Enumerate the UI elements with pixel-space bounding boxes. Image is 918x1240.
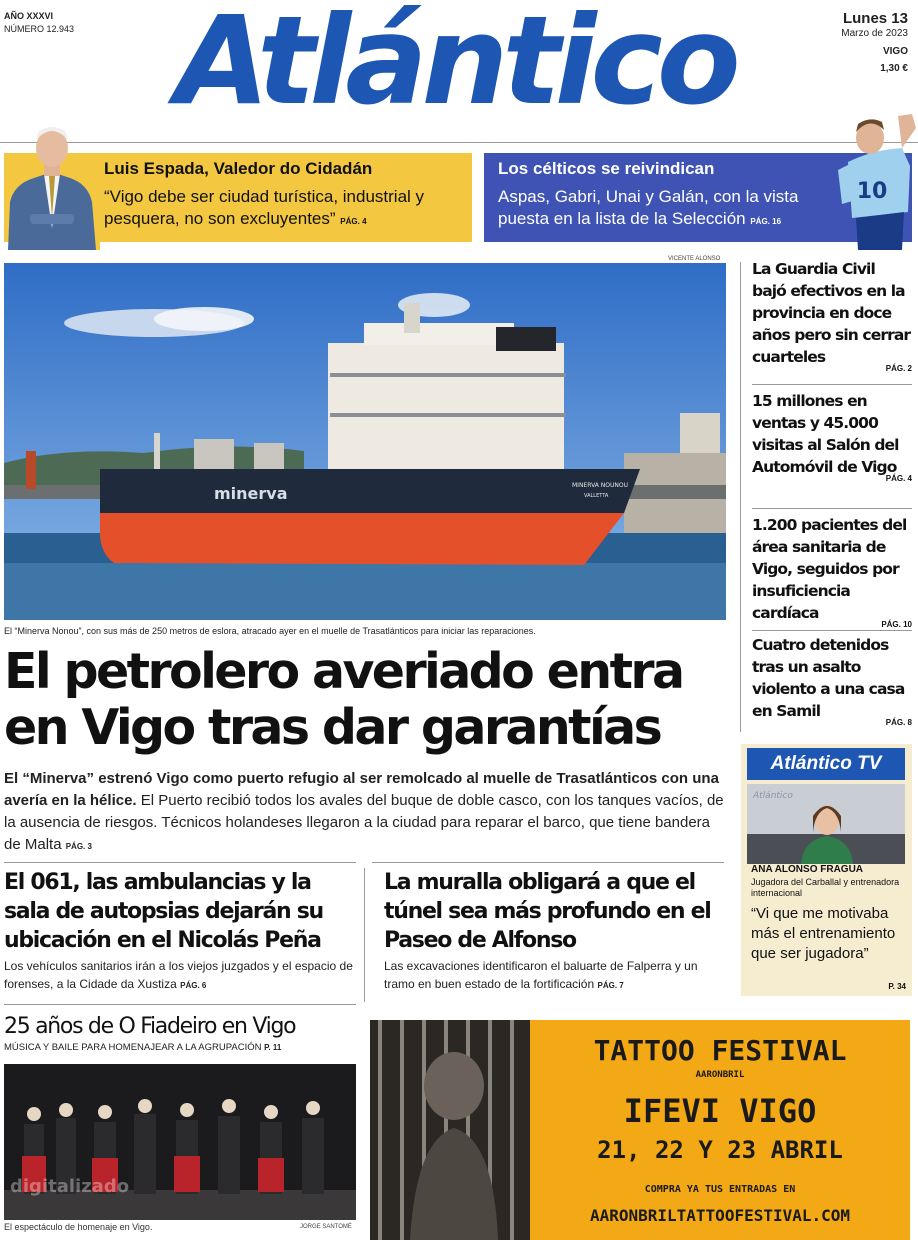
fiadeiro-caption: El espectáculo de homenaje en Vigo.: [4, 1222, 153, 1232]
story-page: PÁG. 6: [180, 981, 207, 990]
story-page: PÁG. 7: [597, 981, 624, 990]
celta-player-photo: [828, 108, 918, 250]
interviewee-name: ANA ALONSO FRAGUA: [751, 864, 864, 875]
main-photo-credit: VICENTE ALONSO: [668, 256, 721, 262]
ana-alonso-photo: [747, 784, 905, 864]
story-title: El 061, las ambulancias y la sala de autopsias dejarán su ubicación en el Nicolás Peña: [4, 870, 323, 953]
date-info: [841, 10, 908, 74]
atlantico-tv-banner: Atlántico TV: [747, 748, 905, 780]
teaser-valedor-page: PÁG. 4: [340, 217, 367, 226]
atlantico-tv-box[interactable]: [741, 744, 912, 996]
brief-page: PÁG. 8: [885, 718, 912, 727]
main-photo: [4, 263, 726, 620]
backdrop-logo-text: Atlántico: [753, 791, 793, 801]
story-divider: [4, 862, 356, 863]
brief-separator: [752, 630, 912, 631]
brief-title: 1.200 pacientes del área sanitaria de Vigo, seguidos por insuficiencia cardíaca: [752, 516, 907, 622]
issue-date: Marzo de 2023: [841, 28, 908, 39]
brief-page: PÁG. 10: [881, 620, 912, 629]
main-lead-text: El Puerto recibió todos los avales del buque de doble casco, con los tanques vacíos, de la ausencia de riesgos. Técnicos holandeses llegaron a la ciudad para reparar el barco, que tiene bandera de Malta: [4, 792, 724, 853]
brief-pacientes[interactable]: [752, 514, 912, 629]
brief-page: PÁG. 2: [885, 364, 912, 373]
ship-port-text: VALLETTA: [584, 493, 609, 499]
masthead-divider: [0, 142, 918, 143]
fiadeiro-photo: [4, 1064, 356, 1220]
brief-separator: [752, 508, 912, 509]
teaser-valedor-quote: “Vigo debe ser ciudad turística, industrial y pesquera, no son excluyentes”: [104, 187, 425, 228]
brief-salon-automovil[interactable]: [752, 390, 912, 483]
teaser-valedor-text: [104, 186, 466, 233]
ad-cta: COMPRA YA TUS ENTRADAS EN: [644, 1184, 796, 1195]
teaser-celtic-text: [498, 186, 838, 233]
brief-title: 15 millones en ventas y 45.000 visitas al Salón del Automóvil de Vigo: [752, 392, 899, 476]
newspaper-logo[interactable]: Atlántico: [175, 0, 735, 132]
fiadeiro-subtitle-text: MÚSICA Y BAILE PARA HOMENAJEAR A LA AGRUPACIÓN: [4, 1042, 262, 1053]
story-summary-text: Los vehículos sanitarios irán a los viejos juzgados y el espacio de forenses, a la Cidade da Xustiza: [4, 959, 353, 991]
teaser-celtic-page: PÁG. 16: [750, 217, 782, 226]
ad-festival-title: TATTOO FESTIVAL: [593, 1034, 847, 1067]
teaser-celtic-title: Los célticos se reivindican: [498, 159, 715, 178]
jersey-number: 10: [856, 179, 888, 204]
brief-separator: [752, 384, 912, 385]
brief-title: Cuatro detenidos tras un asalto violento a una casa en Samil: [752, 636, 905, 720]
story-muralla[interactable]: [384, 868, 724, 995]
ad-figure-image: [370, 1020, 530, 1240]
main-lead-bold: El “Minerva” estrenó Vigo como puerto refugio al ser remolcado al muelle de Trasatlánticos con una avería en la hélice.: [4, 770, 719, 809]
ad-venue: IFEVI VIGO: [623, 1092, 817, 1130]
tv-page: P. 34: [888, 982, 906, 991]
brief-detenidos[interactable]: [752, 634, 912, 727]
interviewee-role: Jugadora del Carballal y entrenadora internacional: [751, 877, 900, 898]
main-lead: [4, 768, 726, 858]
issue-day: Lunes 13: [842, 10, 908, 27]
dancers-image: [4, 1064, 356, 1220]
edition-info: [4, 10, 74, 36]
ad-dates: 21, 22 Y 23 ABRIL: [597, 1136, 843, 1164]
story-061-ambulancias[interactable]: [4, 868, 356, 995]
interviewee-quote: “Vi que me motivaba más el entrenamiento que ser jugadora”: [751, 905, 896, 962]
tanker-ship-image: [4, 263, 726, 620]
story-summary-text: Las excavaciones identificaron el baluarte de Falperra y un tramo en buen estado de la fortificación: [384, 959, 698, 991]
main-headline[interactable]: [4, 644, 724, 756]
fiadeiro-photo-credit: JORGE SANTOMÉ: [300, 1224, 352, 1230]
main-headline-line-1: El petrolero averiado entra: [4, 643, 683, 700]
tattoo-festival-ad[interactable]: [370, 1020, 910, 1240]
issue-number: NÚMERO 12.943: [4, 24, 75, 34]
interview-image: [747, 784, 905, 864]
fiadeiro-page: P. 11: [264, 1043, 282, 1052]
story-divider: [372, 862, 724, 863]
ad-organizer: AARONBRIL: [695, 1070, 745, 1080]
ad-website[interactable]: AARONBRILTATTOOFESTIVAL.COM: [589, 1206, 851, 1225]
story-divider: [4, 1004, 356, 1005]
main-photo-caption: El “Minerva Nonou”, con sus más de 250 metros de eslora, atracado ayer en el muelle de Trasatlánticos para iniciar las reparaciones.: [4, 626, 536, 636]
watermark-text: digitalizado: [10, 1176, 130, 1197]
story-summary: [384, 957, 724, 995]
story-title: La muralla obligará a que el túnel sea más profundo en el Paseo de Alfonso: [384, 870, 711, 953]
luis-espada-photo: [0, 118, 100, 250]
year-label: AÑO XXXVI: [4, 11, 54, 21]
ship-brand-text: minerva: [214, 484, 288, 503]
issue-city: VIGO: [882, 46, 908, 57]
ship-name-text: MINERVA NOUNOU: [572, 482, 629, 489]
briefs-divider: [740, 262, 741, 732]
fiadeiro-subtitle: [4, 1042, 364, 1053]
brief-title: La Guardia Civil bajó efectivos en la provincia en doce años pero sin cerrar cuarteles: [752, 260, 911, 366]
main-lead-page: PÁG. 3: [65, 842, 92, 851]
brief-guardia-civil[interactable]: [752, 258, 912, 373]
brief-page: PÁG. 4: [885, 474, 912, 483]
teaser-celtic-body: Aspas, Gabri, Unai y Galán, con la vista puesta en la lista de la Selección: [498, 187, 799, 228]
stories-divider: [364, 868, 365, 1002]
issue-price: 1,30 €: [880, 63, 908, 74]
fiadeiro-title[interactable]: 25 años de O Fiadeiro en Vigo: [4, 1014, 296, 1039]
story-summary: [4, 957, 356, 995]
main-headline-line-2: en Vigo tras dar garantías: [4, 699, 661, 756]
teaser-valedor-title: Luis Espada, Valedor do Cidadán: [104, 159, 373, 178]
